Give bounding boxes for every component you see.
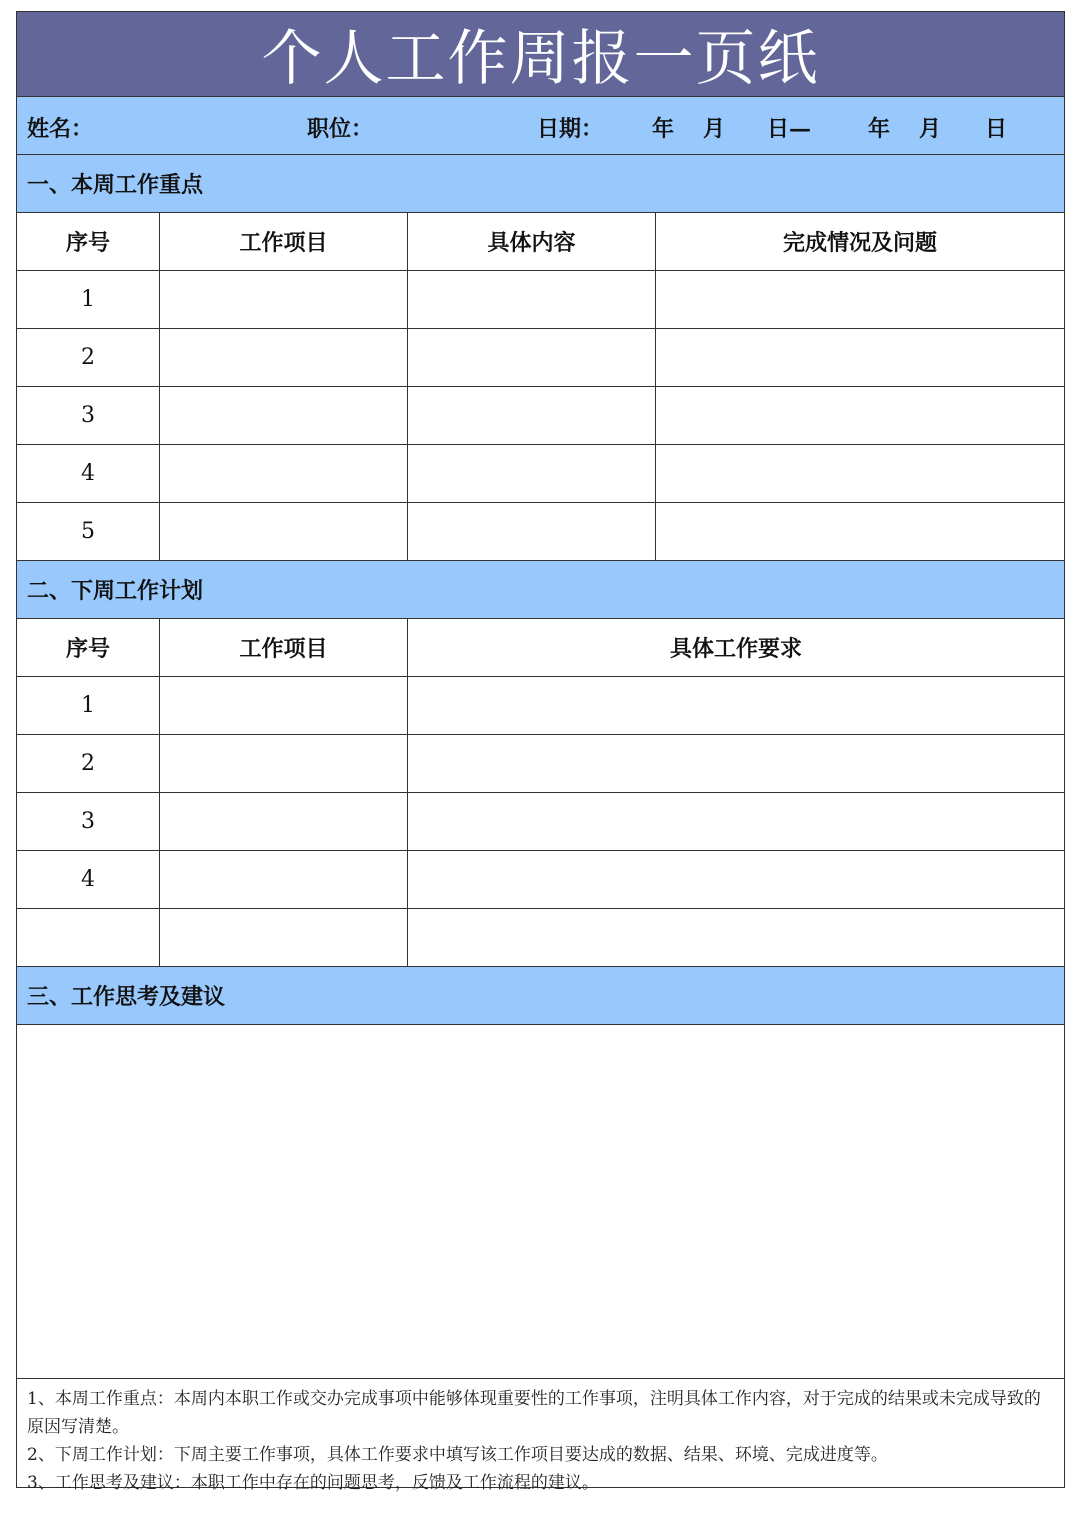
- content-cell[interactable]: [408, 271, 656, 328]
- content-cell[interactable]: [408, 329, 656, 386]
- content-cell[interactable]: [408, 387, 656, 444]
- info-row: [17, 97, 1064, 155]
- work-item-cell[interactable]: [160, 735, 408, 792]
- section2-header-row: [17, 619, 1064, 677]
- section1-header-row: [17, 213, 1064, 271]
- work-item-cell[interactable]: [160, 271, 408, 328]
- row-index: 3: [17, 387, 160, 444]
- work-item-cell[interactable]: [160, 387, 408, 444]
- day-label-1: 日—: [767, 116, 812, 142]
- status-cell[interactable]: [656, 445, 1064, 502]
- row-index: 1: [17, 271, 160, 328]
- date-label: 日期：: [537, 116, 604, 142]
- row-index: 4: [17, 851, 160, 908]
- name-label: 姓名：: [27, 116, 94, 142]
- work-item-cell[interactable]: [160, 793, 408, 850]
- year-label-1: 年: [652, 116, 675, 142]
- content-cell[interactable]: [408, 503, 656, 560]
- notes-block: [17, 1379, 1064, 1503]
- status-cell[interactable]: [656, 271, 1064, 328]
- work-item-cell[interactable]: [160, 329, 408, 386]
- table-row: [17, 445, 1064, 503]
- status-cell[interactable]: [656, 503, 1064, 560]
- status-cell[interactable]: [656, 329, 1064, 386]
- requirements-cell[interactable]: [408, 793, 1064, 850]
- row-index: 2: [17, 329, 160, 386]
- section-title-next-week: 二、下周工作计划: [17, 561, 1064, 619]
- page-title: 个人工作周报一页纸: [17, 12, 1064, 97]
- header-content: 具体内容: [408, 213, 656, 270]
- table-row: [17, 909, 1064, 967]
- header-work-item: 工作项目: [160, 619, 408, 676]
- work-item-cell[interactable]: [160, 445, 408, 502]
- weekly-report-sheet: [16, 11, 1065, 1493]
- thoughts-input-area[interactable]: [17, 1025, 1064, 1379]
- table-row: [17, 677, 1064, 735]
- requirements-cell[interactable]: [408, 735, 1064, 792]
- note-item: 1、本周工作重点：本周内本职工作或交办完成事项中能够体现重要性的工作事项，注明具体工作内容，对于完成的结果或未完成导致的原因写清楚。: [27, 1389, 1041, 1437]
- row-index: [17, 909, 160, 966]
- section-title-thoughts: 三、工作思考及建议: [17, 967, 1064, 1025]
- note-item: 3、工作思考及建议：本职工作中存在的问题思考，反馈及工作流程的建议。: [27, 1473, 599, 1493]
- month-label-1: 月: [703, 116, 726, 142]
- header-status: 完成情况及问题: [782, 230, 937, 256]
- table-row: [17, 735, 1064, 793]
- table-row: [17, 851, 1064, 909]
- table-row: [17, 271, 1064, 329]
- day-label-2: 日: [985, 116, 1008, 142]
- table-row: [17, 329, 1064, 387]
- section-title-this-week: 一、本周工作重点: [17, 155, 1064, 213]
- requirements-cell[interactable]: [408, 677, 1064, 734]
- header-index: 序号: [17, 213, 160, 270]
- content-cell[interactable]: [408, 445, 656, 502]
- header-work-item: 工作项目: [160, 213, 408, 270]
- header-requirements: 具体工作要求: [669, 636, 802, 662]
- position-label: 职位：: [307, 116, 374, 142]
- requirements-cell[interactable]: [408, 909, 1064, 966]
- work-item-cell[interactable]: [160, 909, 408, 966]
- work-item-cell[interactable]: [160, 503, 408, 560]
- work-item-cell[interactable]: [160, 851, 408, 908]
- table-row: [17, 793, 1064, 851]
- row-index: 2: [17, 735, 160, 792]
- year-label-2: 年: [868, 116, 891, 142]
- row-index: 5: [17, 503, 160, 560]
- row-index: 4: [17, 445, 160, 502]
- status-cell[interactable]: [656, 387, 1064, 444]
- row-index: 3: [17, 793, 160, 850]
- note-item: 2、下周工作计划：下周主要工作事项，具体工作要求中填写该工作项目要达成的数据、结果、环境、完成进度等。: [27, 1445, 888, 1465]
- header-index: 序号: [17, 619, 160, 676]
- requirements-cell[interactable]: [408, 851, 1064, 908]
- table-row: [17, 387, 1064, 445]
- row-index: 1: [17, 677, 160, 734]
- work-item-cell[interactable]: [160, 677, 408, 734]
- month-label-2: 月: [919, 116, 942, 142]
- table-row: [17, 503, 1064, 561]
